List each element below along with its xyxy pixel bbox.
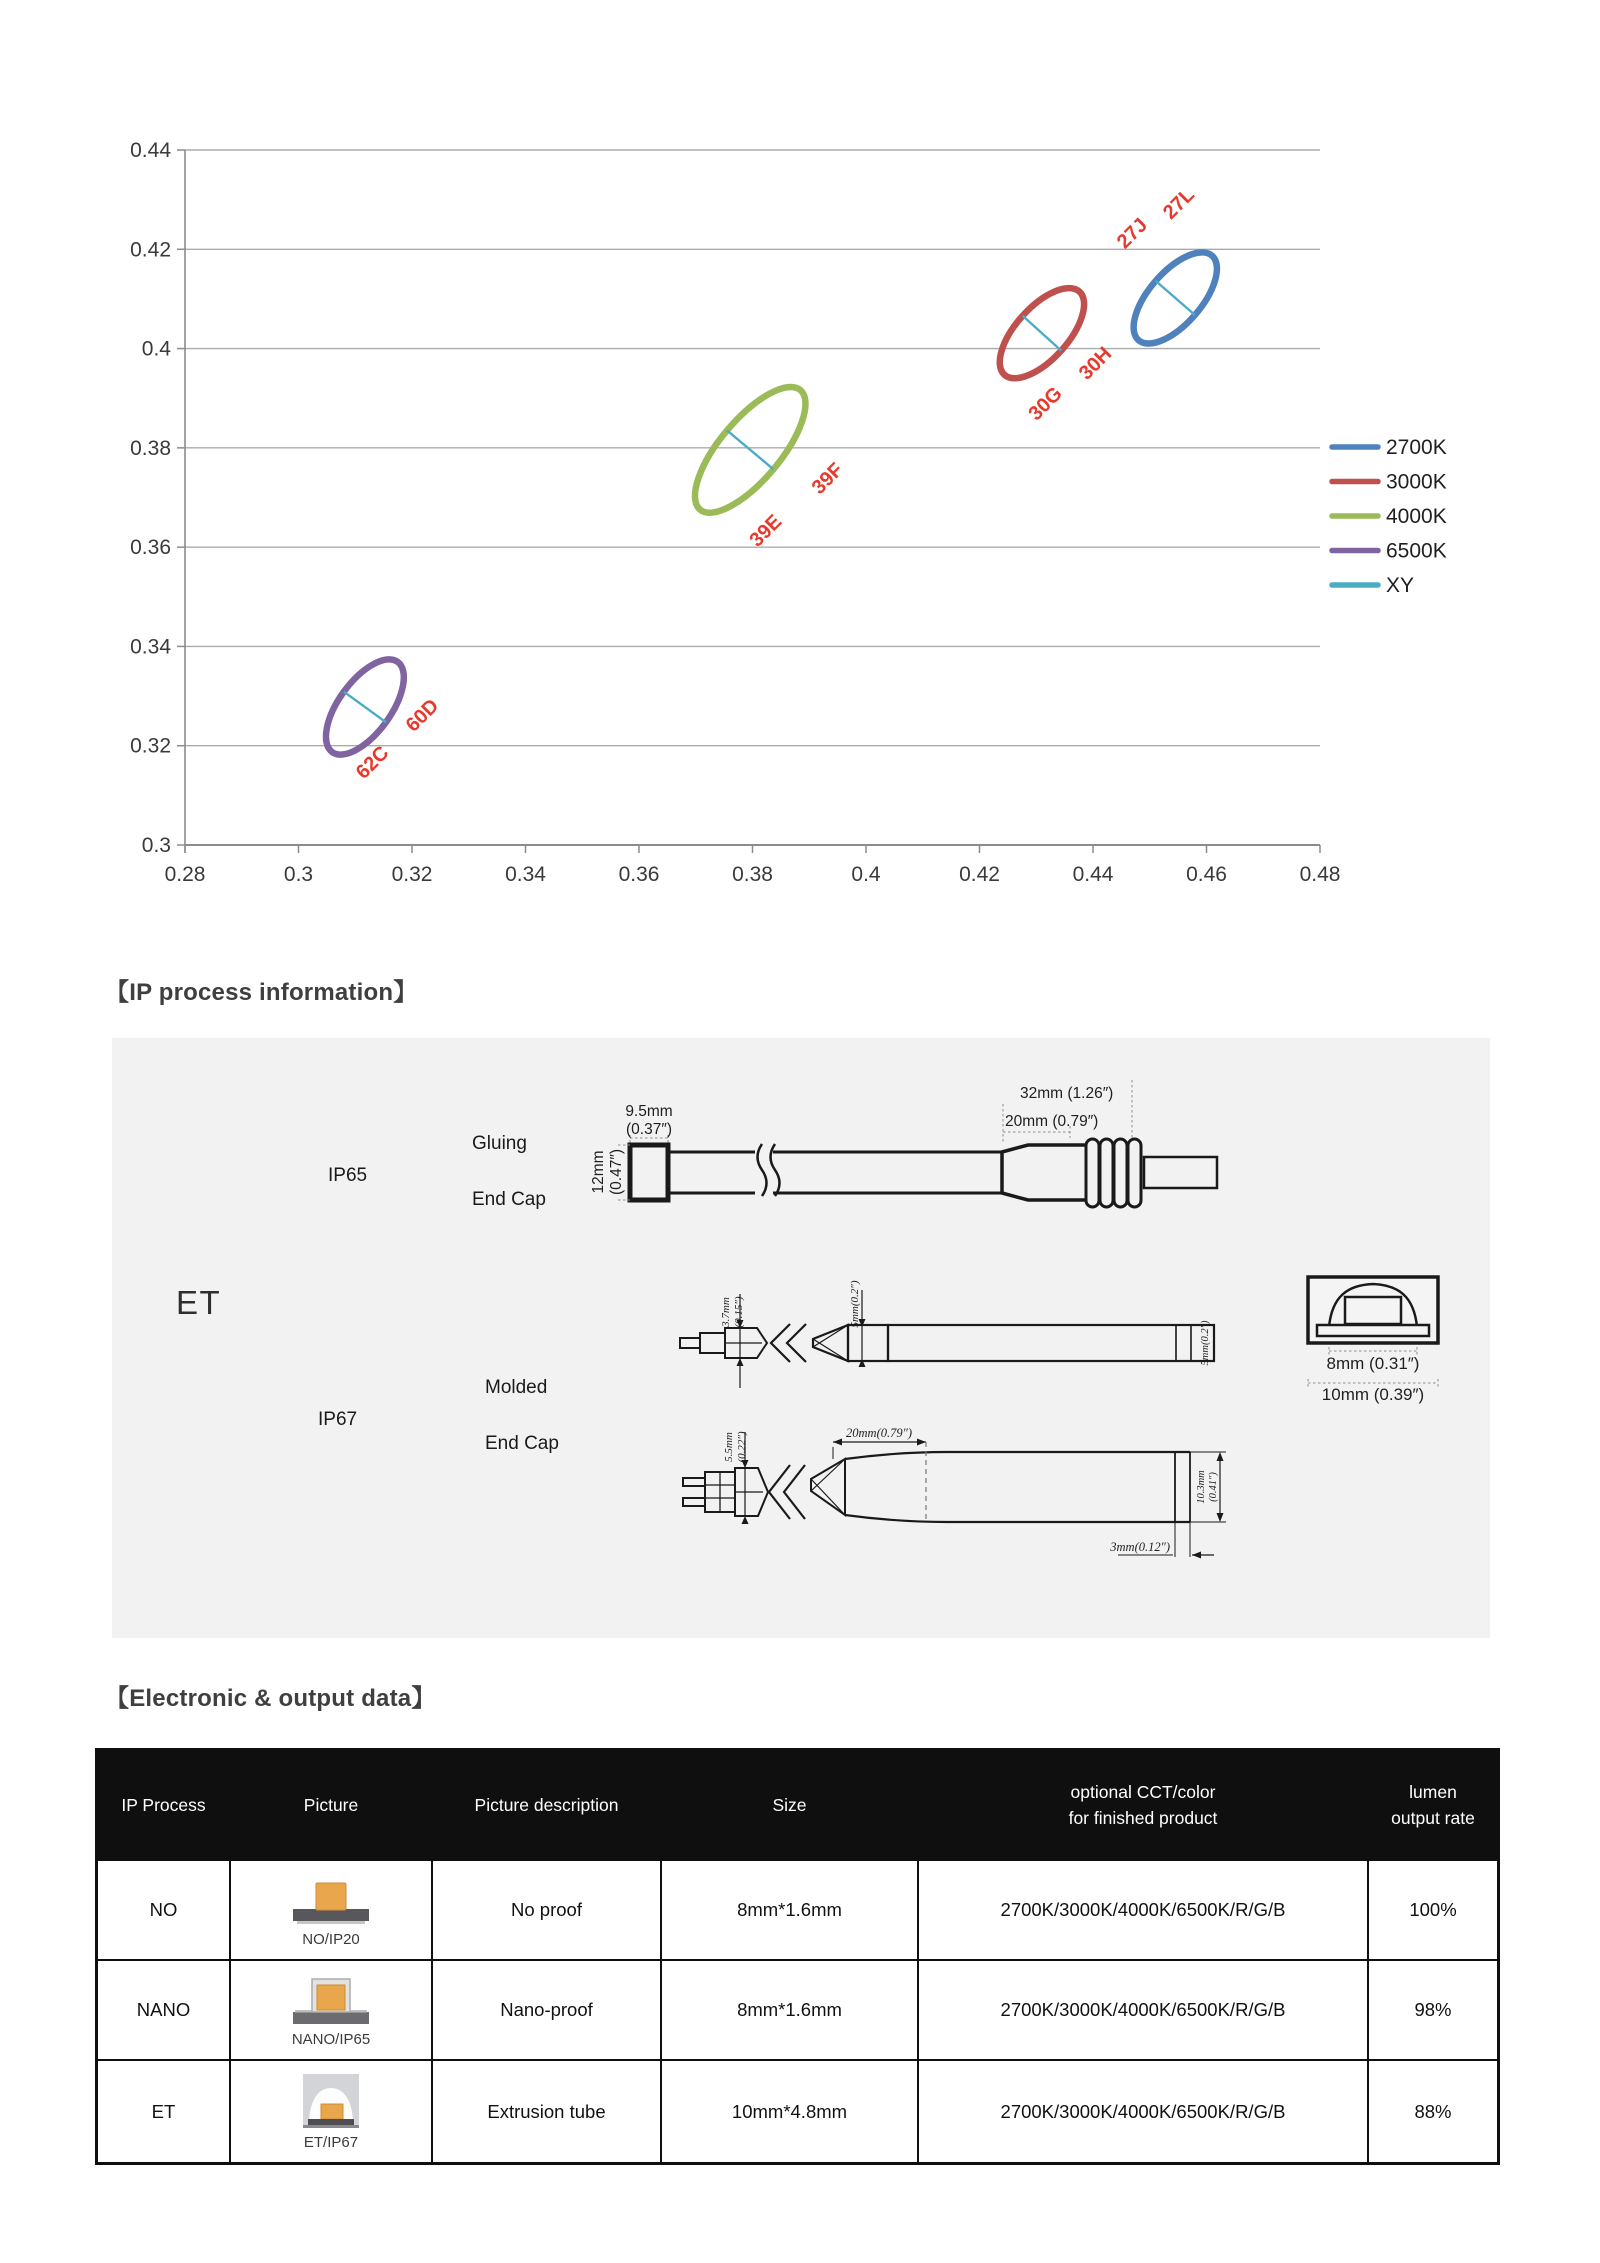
legend-label: 2700K (1386, 436, 1447, 459)
xy-line (1023, 316, 1062, 351)
table-cell-description: No proof (433, 1861, 660, 1959)
legend-label: XY (1386, 574, 1415, 597)
bin-code-label: 30G (1024, 382, 1067, 426)
table-cell-process: NANO (98, 1961, 229, 2059)
et-ip67-picture (279, 2072, 383, 2132)
ip67-drawing-2-labels (723, 1426, 1219, 1554)
x-tick-label: 0.28 (164, 863, 206, 886)
bin-code-label: 39E (745, 510, 787, 552)
et-label: ET (176, 1284, 222, 1321)
x-tick-label: 0.42 (959, 863, 1000, 886)
col-header-picture-description (433, 1751, 660, 1859)
legend-label: 3000K (1386, 470, 1447, 494)
dim-label: (0.37″) (626, 1121, 672, 1138)
dim-label: 32mm (1.26″) (1020, 1085, 1114, 1102)
dim-label: 5mm(0.2″) (849, 1280, 861, 1328)
xy-line (344, 692, 386, 723)
legend-label: 6500K (1386, 539, 1447, 563)
chromaticity-chart (0, 0, 1600, 935)
electronic-output-heading: 【Electronic & output data】 (105, 1685, 436, 1712)
table-cell-size: 10mm*4.8mm (662, 2061, 917, 2162)
table-cell-cct: 2700K/3000K/4000K/6500K/R/G/B (919, 1861, 1367, 1959)
table-cell-picture (231, 1961, 431, 2059)
ip-process-heading: 【IP process information】 (105, 979, 418, 1006)
bin-code-label: 30H (1074, 342, 1117, 385)
y-tick-label: 0.3 (141, 834, 171, 857)
ip67-drawing-1-labels (720, 1280, 1211, 1365)
bin-code-label: 62C (351, 742, 394, 784)
table-cell-description: Nano-proof (433, 1961, 660, 2059)
bin-code-label: 27L (1159, 183, 1199, 224)
y-tick-label: 0.32 (130, 734, 171, 758)
col-header-line: Picture description (474, 1794, 619, 1815)
x-tick-label: 0.32 (391, 863, 433, 886)
electronic-output-table (95, 1748, 1500, 2165)
dim-label: 10.3mm (1196, 1470, 1207, 1504)
ip67-label: IP67 (318, 1409, 358, 1430)
col-header-line: Picture (303, 1794, 359, 1815)
dim-label: 12mm (590, 1150, 607, 1194)
dim-label: (0.41″) (1208, 1472, 1219, 1502)
col-header-line: IP Process (121, 1794, 206, 1815)
bin-ellipse-6500K (311, 647, 419, 768)
bin-code-label: 27J (1112, 214, 1153, 254)
dim-label: 9.5mm (625, 1103, 673, 1120)
table-cell-process: NO (98, 1861, 229, 1959)
y-tick-label: 0.34 (130, 635, 171, 659)
ip67-molded-drawing-1 (680, 1290, 1214, 1388)
bin-ellipse-4000K (677, 371, 824, 529)
dim-label: 20mm (0.79″) (1005, 1113, 1099, 1130)
cross-section-labels (1322, 1354, 1424, 1404)
col-header-size (662, 1751, 917, 1859)
table-cell-lumen: 98% (1369, 1961, 1497, 2059)
col-header-picture (231, 1751, 431, 1859)
dim-label: (0.22″) (736, 1431, 748, 1463)
y-tick-label: 0.44 (130, 139, 171, 162)
ip65-process-line2: End Cap (472, 1189, 546, 1210)
bin-ellipse-2700K (1119, 239, 1232, 358)
y-tick-label: 0.4 (141, 337, 171, 361)
dim-label: 20mm(0.79″) (846, 1426, 912, 1440)
col-header-line: for finished product (1068, 1808, 1218, 1828)
legend-label: 4000K (1386, 505, 1447, 528)
dim-label: 3mm(0.12″) (1110, 1540, 1170, 1554)
table-cell-process: ET (98, 2061, 229, 2162)
col-header-line: optional CCT/color (1070, 1781, 1216, 1802)
x-tick-label: 0.34 (505, 863, 546, 886)
picture-caption: NO/IP20 (302, 1930, 360, 1948)
dim-label: 3.7mm (720, 1297, 732, 1327)
dim-label: 10mm (0.39″) (1321, 1385, 1425, 1404)
x-tick-label: 0.3 (283, 863, 314, 886)
y-tick-label: 0.38 (130, 436, 171, 460)
table-cell-lumen: 100% (1369, 1861, 1497, 1959)
col-header-ip-process (98, 1751, 229, 1859)
table-cell-picture (231, 1861, 431, 1959)
x-tick-label: 0.44 (1072, 863, 1114, 886)
no-ip20-picture (279, 1873, 383, 1929)
y-tick-label: 0.36 (130, 536, 171, 560)
dim-label: 5mm(0.2″) (1200, 1320, 1211, 1366)
ip65-gluing-endcap-drawing (618, 1080, 1217, 1207)
col-header-line: Size (772, 1794, 807, 1815)
table-cell-cct: 2700K/3000K/4000K/6500K/R/G/B (919, 1961, 1367, 2059)
y-tick-label: 0.42 (130, 238, 171, 262)
ip65-label: IP65 (328, 1165, 368, 1186)
table-cell-lumen: 88% (1369, 2061, 1497, 2162)
x-tick-label: 0.4 (851, 863, 881, 886)
col-header-lumen (1369, 1751, 1497, 1859)
x-tick-label: 0.48 (1299, 863, 1341, 886)
table-cell-size: 8mm*1.6mm (662, 1861, 917, 1959)
x-tick-label: 0.36 (618, 863, 660, 886)
picture-caption: ET/IP67 (303, 2134, 359, 2151)
ip-process-panel (112, 1038, 1490, 1638)
ip67-process-line2: End Cap (485, 1433, 559, 1454)
col-header-cct (919, 1751, 1367, 1859)
dim-label: (0.15″) (733, 1296, 745, 1328)
nano-ip65-picture (279, 1973, 383, 2029)
picture-caption: NANO/IP65 (291, 2030, 371, 2048)
table-cell-picture (231, 2061, 431, 2162)
table-cell-size: 8mm*1.6mm (662, 1961, 917, 2059)
bin-code-label: 39F (807, 458, 848, 499)
dim-label: 5.5mm (723, 1432, 735, 1462)
x-tick-label: 0.38 (732, 863, 773, 886)
xy-line (727, 430, 773, 469)
ip-technical-drawings (112, 1038, 1490, 1638)
xy-line (1156, 281, 1195, 315)
x-tick-label: 0.46 (1186, 863, 1227, 886)
ip67-process-line1: Molded (485, 1377, 548, 1398)
table-cell-description: Extrusion tube (433, 2061, 660, 2162)
col-header-line: lumen (1409, 1781, 1457, 1802)
bin-code-label: 60D (401, 694, 444, 737)
table-cell-cct: 2700K/3000K/4000K/6500K/R/G/B (919, 2061, 1367, 2162)
dim-label: 8mm (0.31″) (1326, 1354, 1420, 1373)
col-header-line: output rate (1391, 1808, 1475, 1828)
ip65-process-line1: Gluing (472, 1133, 527, 1154)
dim-label: (0.47″) (608, 1149, 625, 1195)
